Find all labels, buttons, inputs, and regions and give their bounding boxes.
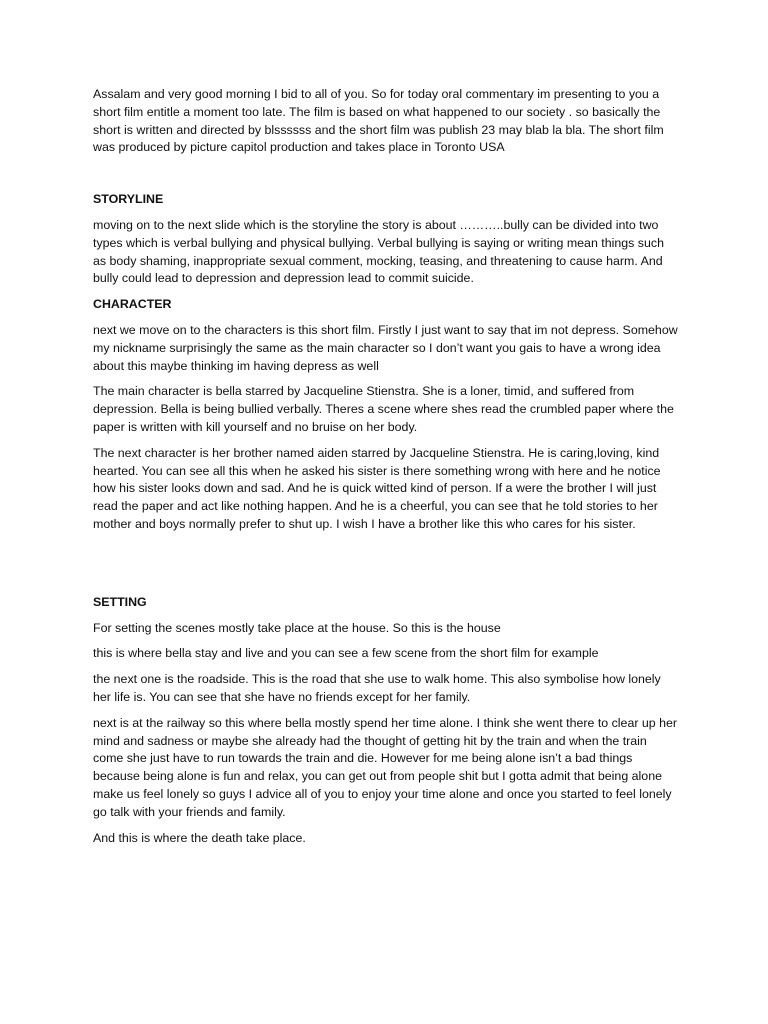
intro-paragraph: Assalam and very good morning I bid to all of you. So for today oral commentary im presenting to you a short film entitle a moment too late. The film is based on what happened to our society . so basically the short is written and directed by blssssss and the short film was publish 23 may blab la bla. The short film was produced by picture capitol production and takes place in Toronto USA (93, 87, 664, 155)
storyline-section (93, 191, 679, 288)
document-page (93, 86, 679, 855)
character-section (93, 296, 679, 534)
storyline-paragraph: moving on to the next slide which is the storyline the story is about ………..bully can be divided into two types which is verbal bullying and physical bullying. Verbal bullying is saying or writing mean things such as body shaming, inappropriate sexual comment, mocking, teasing, and threatening to cause harm. And bully could lead to depression and depression lead to commit suicide. (93, 217, 664, 286)
setting-section (93, 594, 679, 848)
setting-paragraph-2: this is where bella stay and live and you can see a few scene from the short film for example (93, 646, 599, 661)
storyline-heading: STORYLINE (93, 192, 164, 207)
character-paragraph-3: The next character is her brother named aiden starred by Jacqueline Stienstra. He is caring,loving, kind hearted. You can see all this when he asked his sister is there something wrong with here and he notice how his sister looks down and sad. And he is quick witted kind of person. If a were the brother I will just read the paper and act like nothing happen. And he is a cheerful, you can see that he told stories to her mother and boys normally prefer to shut up. I wish I have a brother like this who cares for his sister. (93, 445, 661, 531)
setting-paragraph-1: For setting the scenes mostly take place at the house. So this is the house (93, 620, 501, 635)
setting-paragraph-4: next is at the railway so this where bella mostly spend her time alone. I think she went there to clear up her mind and sadness or maybe she already had the thought of getting hit by the train and when the train come she just have to run towards the train and die. However for me being alone isn’t a bad things because being alone is fun and relax, you can get out from people shit but I gotta admit that being alone make us feel lonely so guys I advice all of you to enjoy your time alone and once you started to feel lonely go talk with your friends and family. (93, 715, 678, 819)
character-paragraph-2: The main character is bella starred by Jacqueline Stienstra. She is a loner, timid, and suffered from depression. Bella is being bullied verbally. Theres a scene where shes read the crumbled paper where the paper is written with kill yourself and no bruise on her body. (93, 384, 674, 434)
character-heading: CHARACTER (93, 297, 172, 312)
character-paragraph-1: next we move on to the characters is this short film. Firstly I just want to say that im not depress. Somehow my nickname surprisingly the same as the main character so I don’t want you gais to have a wrong idea about this maybe thinking im having depress as well (93, 322, 678, 373)
setting-heading: SETTING (93, 594, 147, 609)
spacer (93, 165, 679, 191)
spacer (93, 542, 679, 594)
setting-paragraph-5: And this is where the death take place. (93, 830, 306, 845)
setting-paragraph-3: the next one is the roadside. This is the road that she use to walk home. This also symbolise how lonely her life is. You can see that she have no friends except for her family. (93, 672, 661, 704)
